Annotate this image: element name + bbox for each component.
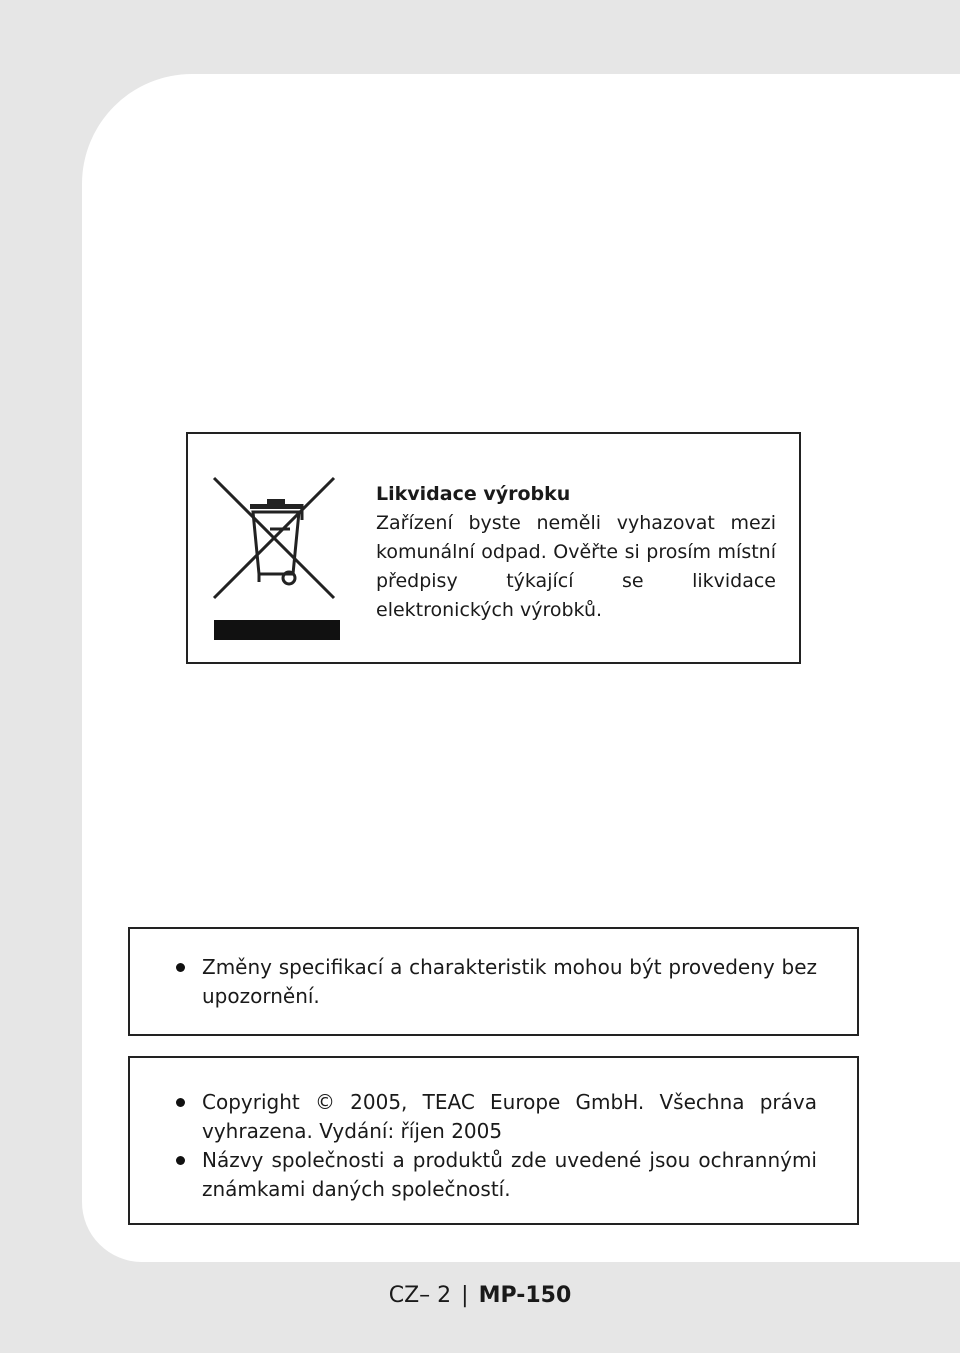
copyright-text: Copyright © 2005, TEAC Europe GmbH. Všechna práva vyhrazena. Vydání: říjen 2005 xyxy=(202,1090,817,1143)
bullet-icon xyxy=(176,963,185,972)
list-item xyxy=(174,1146,817,1204)
trademark-text: Názvy společnosti a produktů zde uvedené jsou ochrannými známkami daných společností. xyxy=(202,1148,817,1201)
footer-separator: | xyxy=(461,1283,469,1308)
crossed-out-wheelie-bin-icon xyxy=(210,474,340,642)
bullet-icon xyxy=(176,1098,185,1107)
page-footer xyxy=(0,1283,960,1308)
model-name: MP-150 xyxy=(478,1283,572,1308)
specs-notice-list xyxy=(174,953,817,1011)
page-number: CZ– 2 xyxy=(388,1283,452,1308)
specs-notice-box xyxy=(128,927,859,1036)
disposal-text xyxy=(376,480,776,625)
copyright-notice-box xyxy=(128,1056,859,1225)
copyright-notice-list xyxy=(174,1088,817,1204)
disposal-body: Zařízení byste neměli vyhazovat mezi komunální odpad. Ověřte si prosím místní předpisy týkající se likvidace elektronických výrobků. xyxy=(376,512,776,621)
list-item xyxy=(174,1088,817,1146)
disposal-title: Likvidace výrobku xyxy=(376,483,571,505)
specs-notice-text: Změny specifikací a charakteristik mohou být provedeny bez upozornění. xyxy=(202,955,817,1008)
bullet-icon xyxy=(176,1156,185,1165)
list-item xyxy=(174,953,817,1011)
disposal-notice-box xyxy=(186,432,801,664)
